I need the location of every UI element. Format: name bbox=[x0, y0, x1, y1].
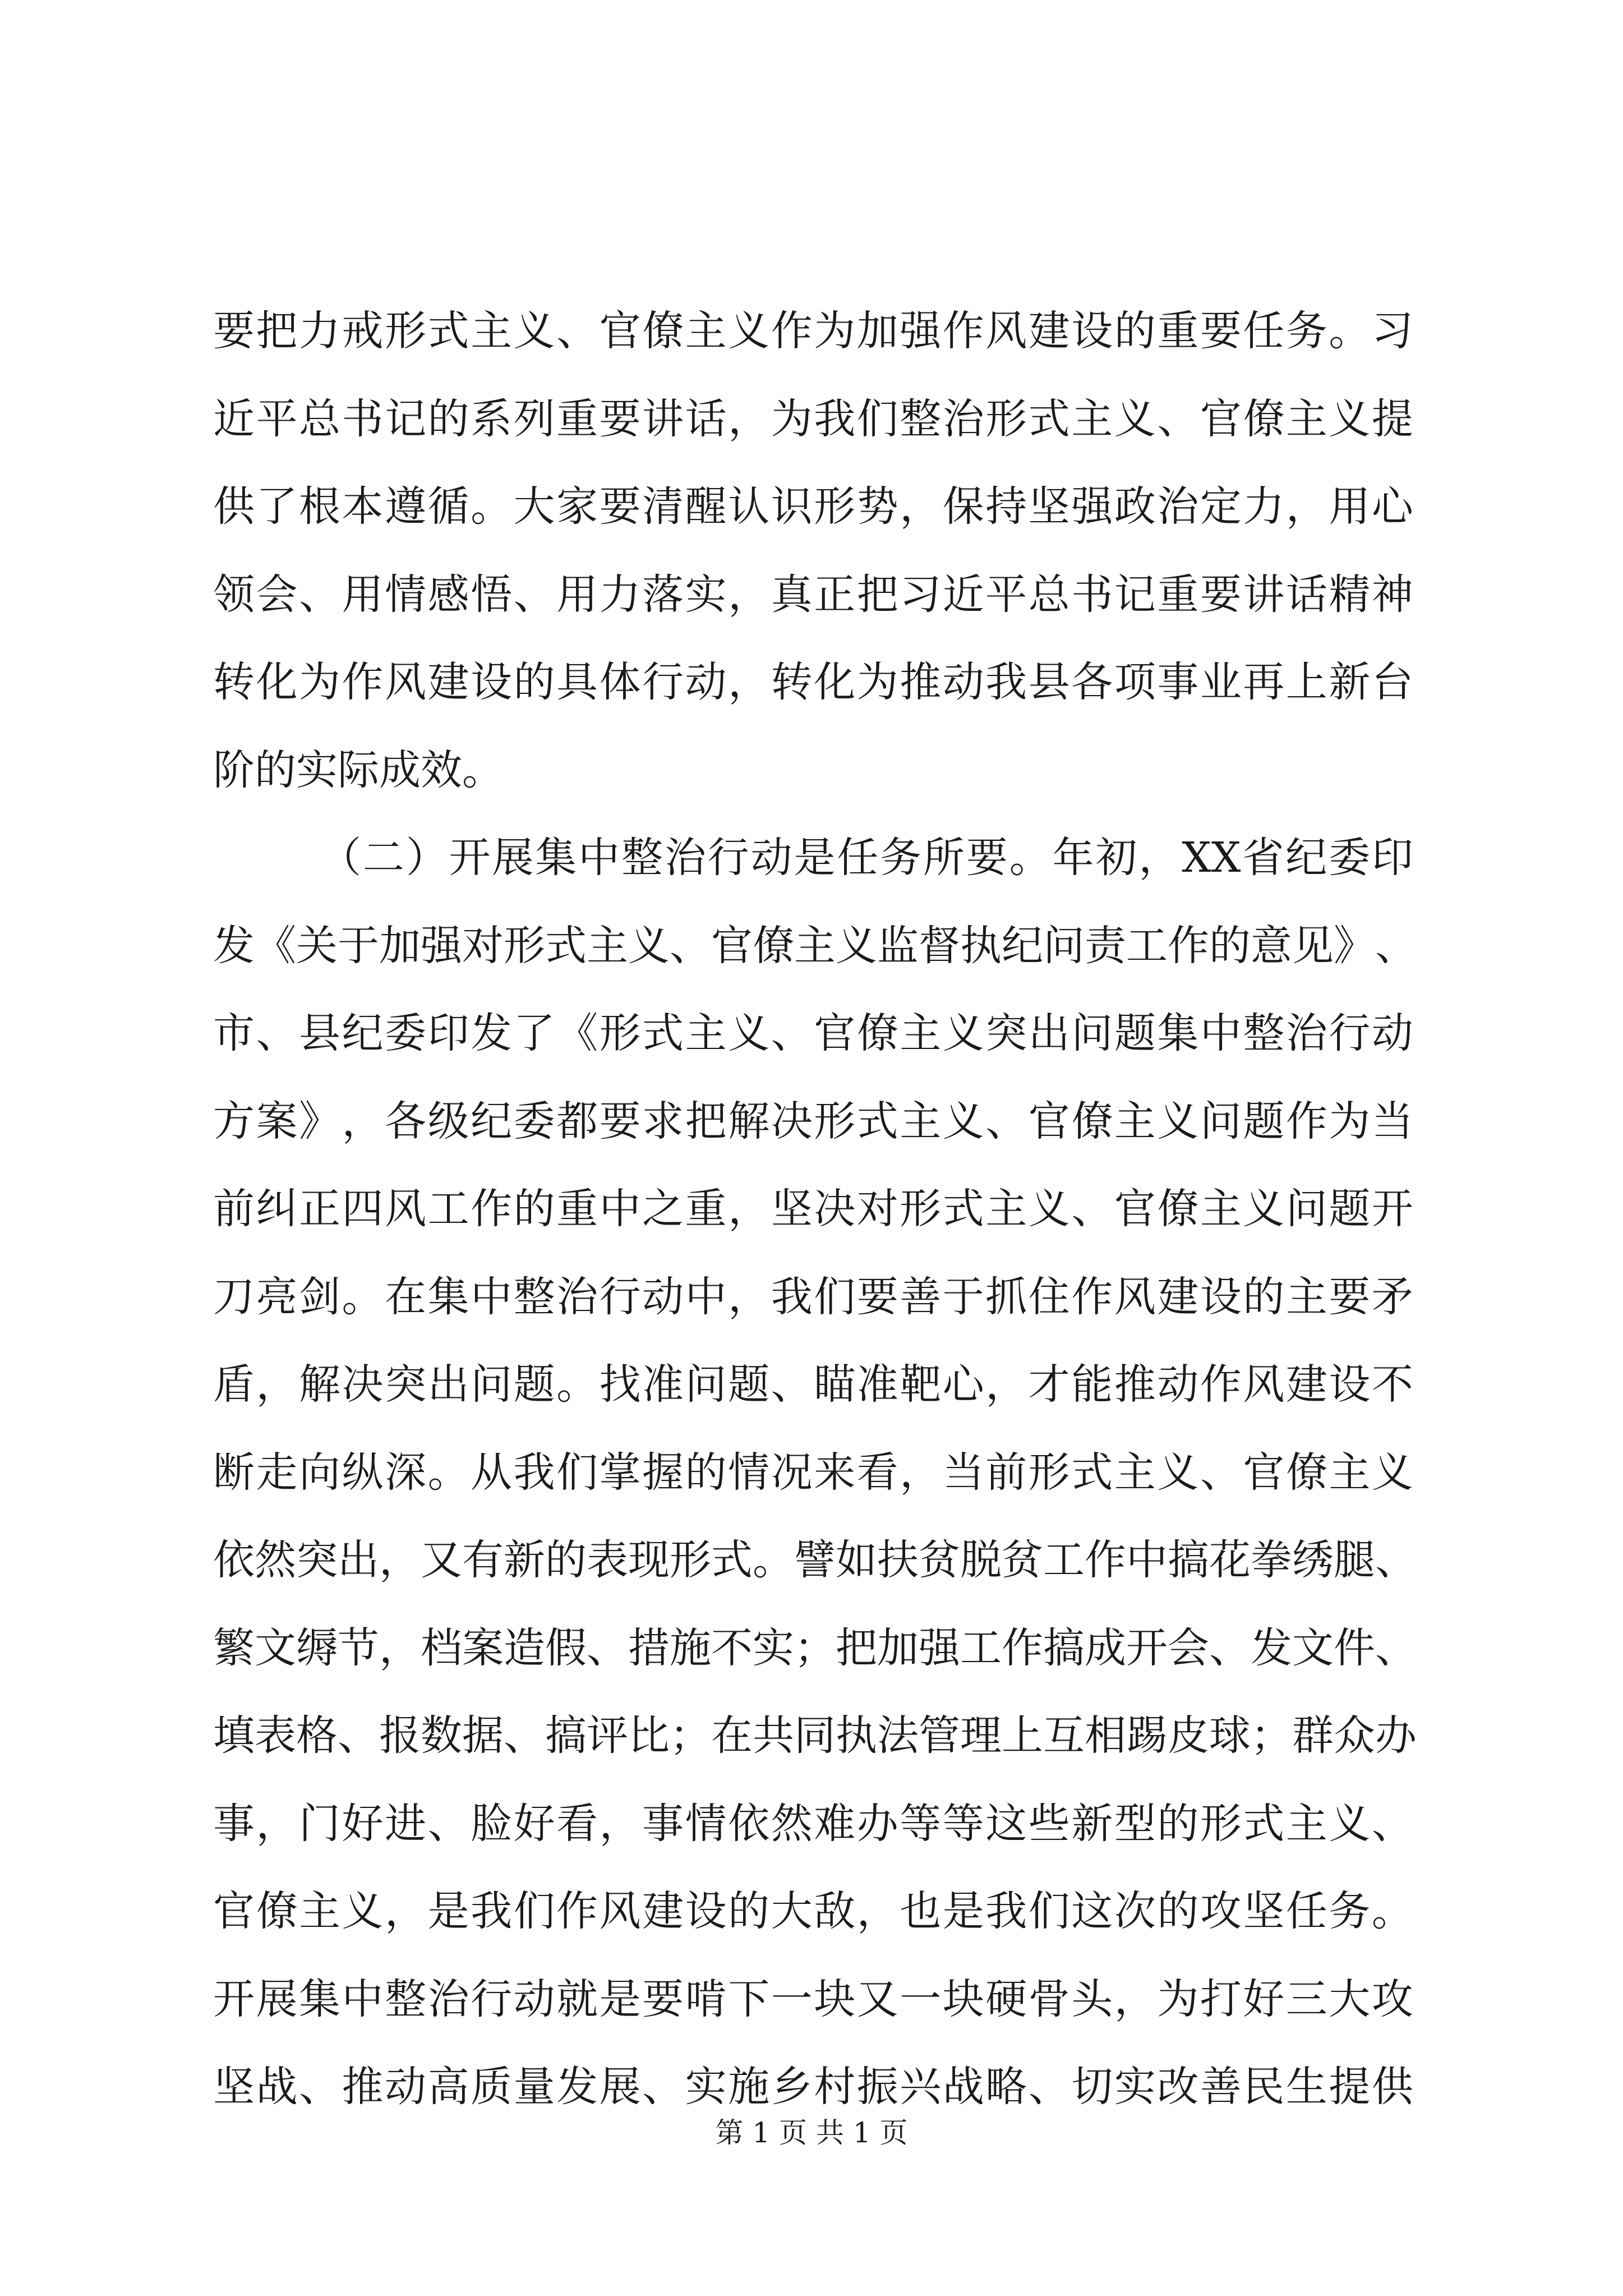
text-line: 要 把 力 戒 形 式 主 义 、 官 僚 主 义 作 为 加 强 作 风 建 设 的 重 要 任 务 。 习 bbox=[213, 307, 1413, 355]
body-text bbox=[213, 287, 1417, 2131]
text-line: 繁 文 缛 节 ， 档 案 造 假 、 措 施 不 实 ； 把 加 强 工 作 搞 成 开 会 、 发 文 件 、 bbox=[213, 1623, 1417, 1672]
text-line: 事 ， 门 好 进 、 脸 好 看 ， 事 情 依 然 难 办 等 等 这 些 新 型 的 形 式 主 义 、 bbox=[213, 1799, 1413, 1848]
text-line: 官 僚 主 义 ， 是 我 们 作 风 建 设 的 大 敌 ， 也 是 我 们 这 次 的 攻 坚 任 务 。 bbox=[213, 1887, 1413, 1935]
text-line: 发 《 关 于 加 强 对 形 式 主 义 、 官 僚 主 义 监 督 执 纪 问 责 工 作 的 意 见 》 、 bbox=[213, 921, 1417, 970]
text-line: 刀 亮 剑 。 在 集 中 整 治 行 动 中 ， 我 们 要 善 于 抓 住 作 风 建 设 的 主 要 矛 bbox=[213, 1272, 1413, 1321]
text-line: 方 案 》 ， 各 级 纪 委 都 要 求 把 解 决 形 式 主 义 、 官 僚 主 义 问 题 作 为 当 bbox=[213, 1097, 1413, 1145]
text-line: 供 了 根 本 遵 循 。 大 家 要 清 醒 认 识 形 势 ， 保 持 坚 强 政 治 定 力 ， 用 心 bbox=[213, 482, 1413, 531]
text-line: 领 会 、 用 情 感 悟 、 用 力 落 实 ， 真 正 把 习 近 平 总 书 记 重 要 讲 话 精 神 bbox=[213, 570, 1413, 619]
text-line: 坚 战 、 推 动 高 质 量 发 展 、 实 施 乡 村 振 兴 战 略 、 切 实 改 善 民 生 提 供 bbox=[213, 2063, 1413, 2111]
text-line: 近 平 总 书 记 的 系 列 重 要 讲 话 ， 为 我 们 整 治 形 式 主 义 、 官 僚 主 义 提 bbox=[213, 394, 1413, 443]
text-line: 前 纠 正 四 风 工 作 的 重 中 之 重 ， 坚 决 对 形 式 主 义 、 官 僚 主 义 问 题 开 bbox=[213, 1185, 1413, 1233]
text-line: 开 展 集 中 整 治 行 动 就 是 要 啃 下 一 块 又 一 块 硬 骨 头 ， 为 打 好 三 大 攻 bbox=[213, 1975, 1413, 2023]
text-line: 市 、 县 纪 委 印 发 了 《 形 式 主 义 、 官 僚 主 义 突 出 问 题 集 中 整 治 行 动 bbox=[213, 1009, 1413, 1057]
text-line: 断 走 向 纵 深 。 从 我 们 掌 握 的 情 况 来 看 ， 当 前 形 式 主 义 、 官 僚 主 义 bbox=[213, 1448, 1413, 1497]
page-footer: 第 1 页 共 1 页 bbox=[715, 2116, 908, 2149]
text-line: 转 化 为 作 风 建 设 的 具 体 行 动 ， 转 化 为 推 动 我 县 各 项 事 业 再 上 新 台 bbox=[213, 658, 1413, 706]
text-line: 依 然 突 出 ， 又 有 新 的 表 现 形 式 。 譬 如 扶 贫 脱 贫 工 作 中 搞 花 拳 绣 腿 、 bbox=[213, 1536, 1417, 1584]
text-line: （ 二 ） 开 展 集 中 整 治 行 动 是 任 务 所 要 。 年 初 ， XX 省 纪 委 印 bbox=[320, 834, 1413, 882]
text-line: 盾 ， 解 决 突 出 问 题 。 找 准 问 题 、 瞄 准 靶 心 ， 才 能 推 动 作 风 建 设 不 bbox=[213, 1360, 1413, 1409]
text-line: 阶 的 实 际 成 效 。 bbox=[213, 746, 504, 794]
text-line: 填 表 格 、 报 数 据 、 搞 评 比 ； 在 共 同 执 法 管 理 上 互 相 踢 皮 球 ； 群 众 办 bbox=[213, 1711, 1417, 1760]
